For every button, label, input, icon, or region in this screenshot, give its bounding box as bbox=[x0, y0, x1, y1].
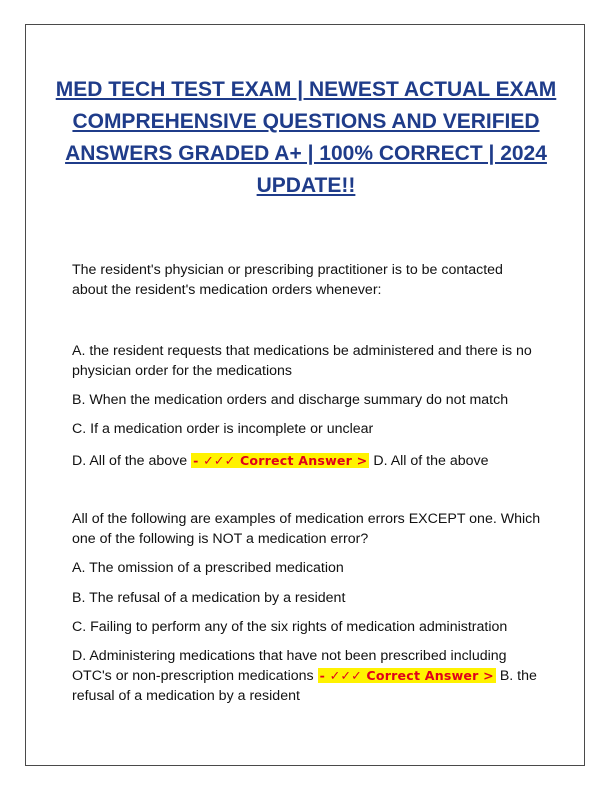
question-2-option-d-text: D. Administering medications that have not been prescribed including OTC's or non-prescription medications bbox=[72, 648, 507, 684]
question-1-option-d bbox=[72, 451, 542, 471]
question-1-option-c: C. If a medication order is incomplete or unclear bbox=[72, 421, 374, 437]
question-1-option-b: B. When the medication orders and discharge summary do not match bbox=[72, 392, 509, 408]
question-2-stem: All of the following are examples of medication errors EXCEPT one. Which one of the following is NOT a medication error? bbox=[72, 511, 541, 547]
question-1-option-d-text: D. All of the above bbox=[72, 453, 192, 469]
question-2-answer: B. the refusal of a medication by a resident bbox=[72, 668, 537, 704]
question-2-option-b: B. The refusal of a medication by a resident bbox=[72, 590, 346, 606]
document-title: MED TECH TEST EXAM | NEWEST ACTUAL EXAM COMPREHENSIVE QUESTIONS AND VERIFIED ANSWERS GRADED A+ | 100% CORRECT | 2024 UPDATE!! bbox=[55, 78, 557, 197]
question-2-option-a: A. The omission of a prescribed medication bbox=[72, 560, 344, 576]
correct-answer-marker: - ✓✓✓ Correct Answer > bbox=[319, 668, 494, 683]
question-1-option-a: A. the resident requests that medications be administered and there is no physician order for the medications bbox=[72, 343, 532, 379]
question-1-answer: D. All of the above bbox=[369, 453, 489, 469]
question-1-stem: The resident's physician or prescribing practitioner is to be contacted about the resident's medication orders whenever: bbox=[72, 262, 503, 298]
question-2-option-c: C. Failing to perform any of the six rights of medication administration bbox=[72, 619, 508, 635]
correct-answer-marker: - ✓✓✓ Correct Answer > bbox=[193, 453, 368, 468]
question-2-option-d bbox=[72, 646, 542, 706]
